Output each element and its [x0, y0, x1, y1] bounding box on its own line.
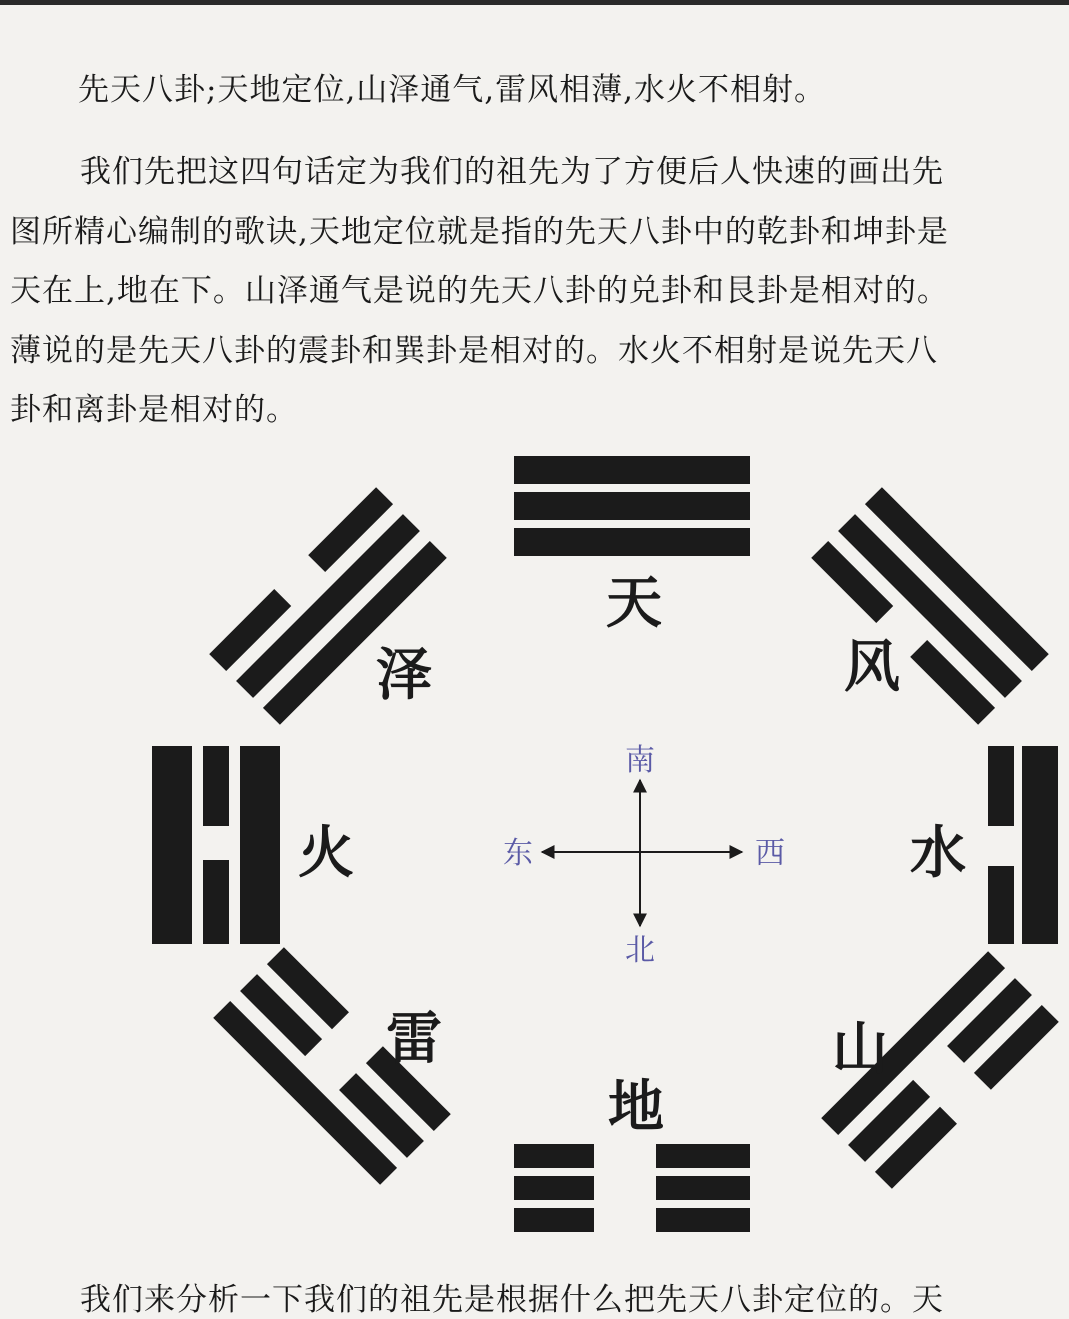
- paragraph-line-7: 我们来分析一下我们的祖先是根据什么把先天八卦定位的。天: [80, 1282, 944, 1318]
- label-shui: 水: [910, 821, 966, 886]
- label-lei: 雷: [386, 1007, 442, 1072]
- direction-south: 南: [625, 743, 655, 778]
- label-huo: 火: [298, 821, 354, 886]
- paragraph-line-4: 天在上,地在下。山泽通气是说的先天八卦的兑卦和艮卦是相对的。: [10, 273, 949, 309]
- paragraph-line-2: 我们先把这四句话定为我们的祖先为了方便后人快速的画出先: [80, 154, 944, 190]
- paragraph-line-5: 薄说的是先天八卦的震卦和巽卦是相对的。水火不相射是说先天八: [10, 333, 938, 369]
- paragraph-line-3: 图所精心编制的歌诀,天地定位就是指的先天八卦中的乾卦和坤卦是: [10, 214, 949, 250]
- trigram-kan: [988, 746, 1058, 944]
- trigram-qian: [514, 456, 750, 556]
- label-ze: 泽: [376, 643, 432, 708]
- bagua-diagram: [0, 430, 1069, 1260]
- compass-cross: [542, 780, 742, 926]
- label-tian: 天: [606, 571, 662, 636]
- direction-west: 西: [755, 836, 785, 871]
- label-shan: 山: [832, 1017, 888, 1082]
- direction-north: 北: [625, 933, 655, 968]
- trigram-li: [152, 746, 280, 944]
- direction-east: 东: [503, 836, 533, 871]
- paragraph-line-1: 先天八卦;天地定位,山泽通气,雷风相薄,水火不相射。: [78, 72, 827, 108]
- trigram-kun: [514, 1144, 750, 1232]
- top-border-rule: [0, 0, 1069, 5]
- label-feng: 风: [844, 635, 900, 700]
- paragraph-line-6: 卦和离卦是相对的。: [10, 392, 298, 428]
- label-di: 地: [608, 1075, 664, 1140]
